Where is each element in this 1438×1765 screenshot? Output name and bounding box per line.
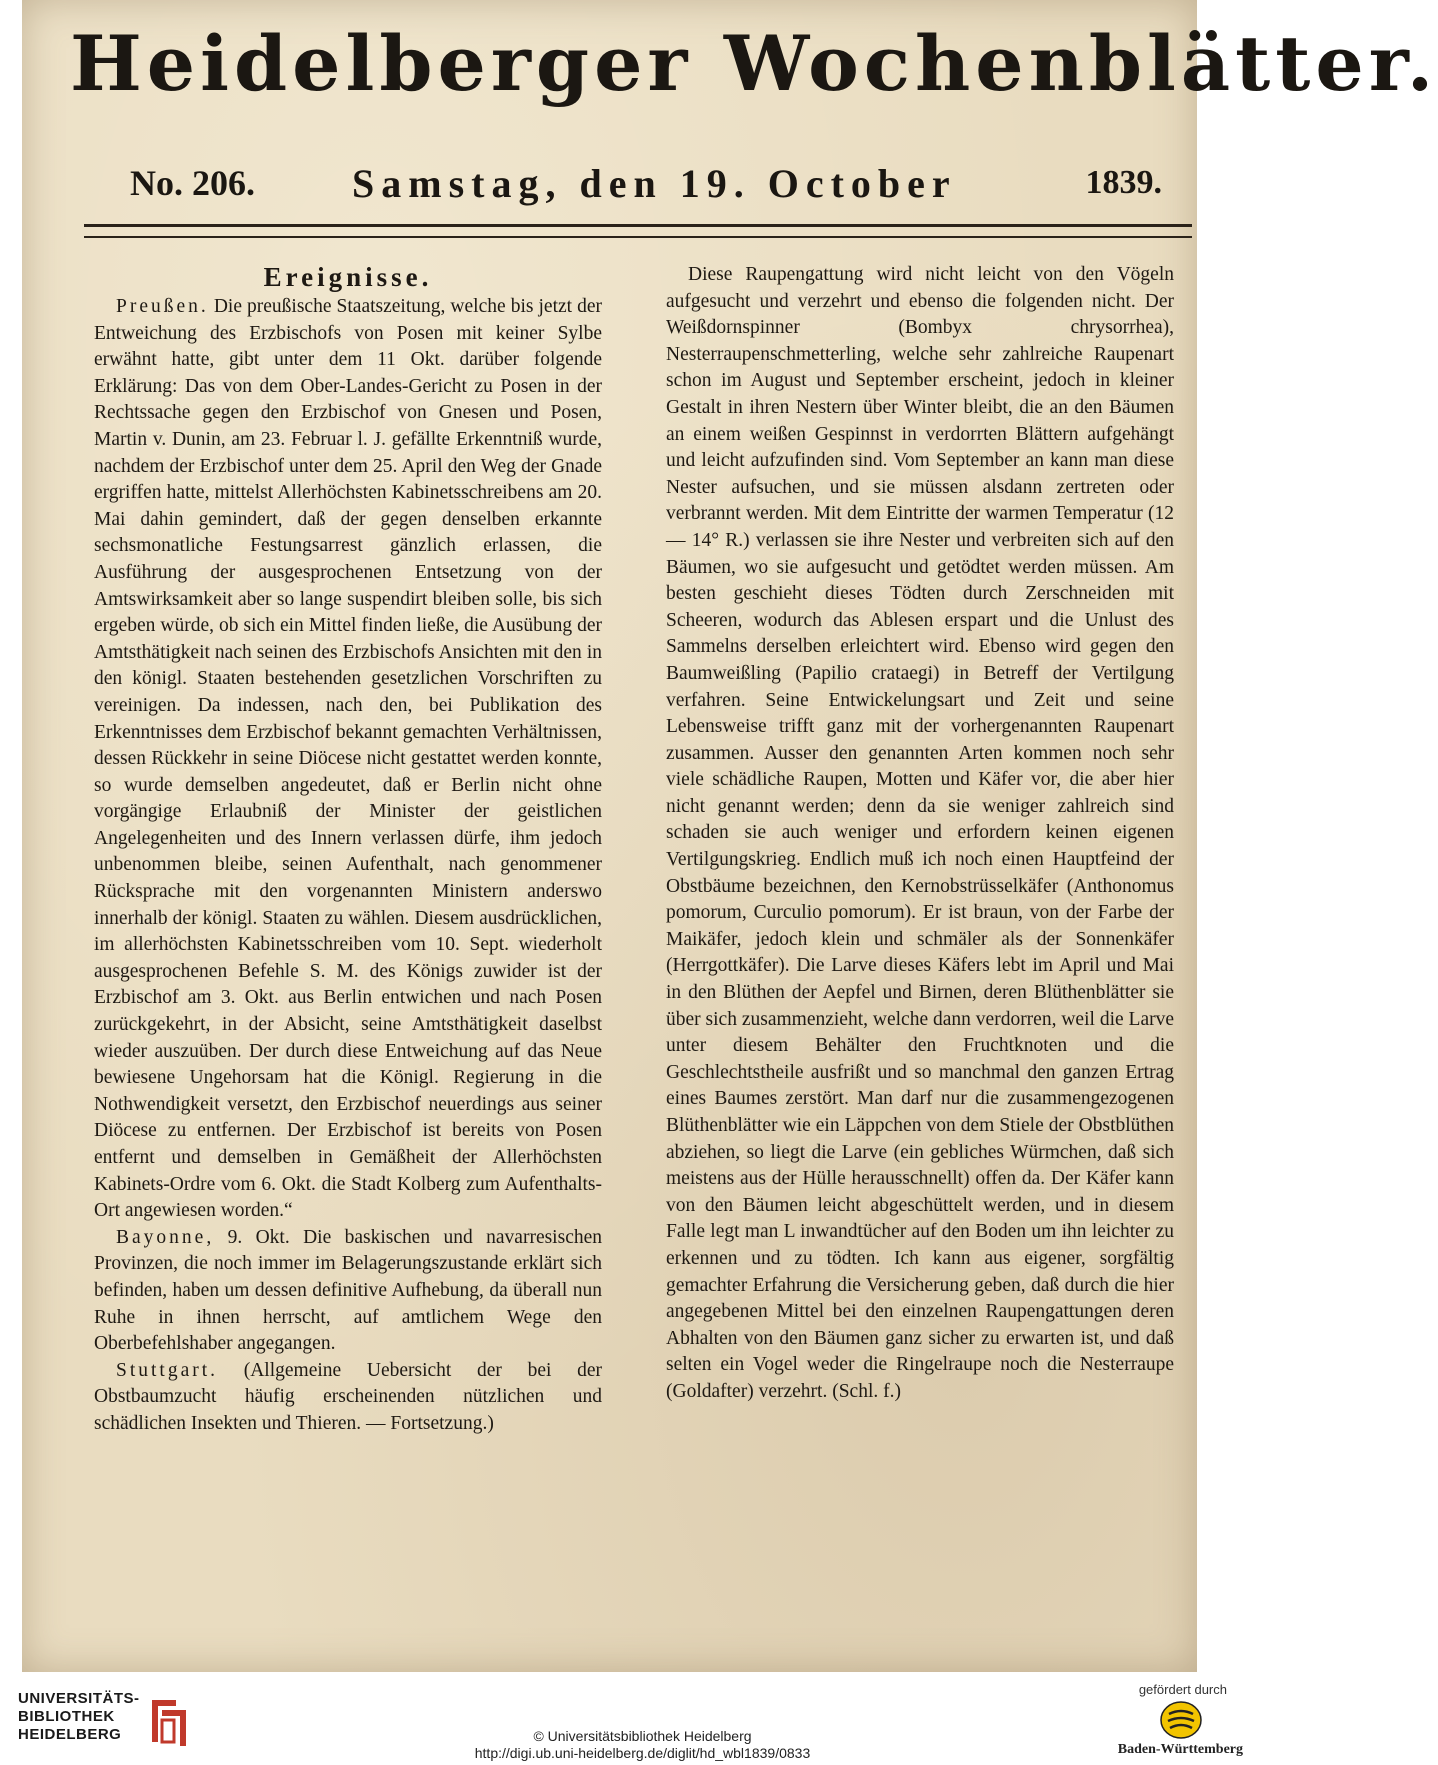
copyright-text: © Universitätsbibliothek Heidelberg	[533, 1728, 752, 1744]
dateline	[102, 160, 1172, 212]
article-paragraph-bayonne	[94, 1225, 602, 1358]
logo-text-line: UNIVERSITÄTS-	[18, 1690, 140, 1707]
masthead-title: Heidelberger Wochenblätter.	[70, 19, 1438, 108]
place-name: Preußen.	[116, 296, 209, 317]
logo-text-line: BIBLIOTHEK	[18, 1708, 115, 1725]
funding-label: gefördert durch	[1138, 1682, 1227, 1697]
article-paragraph-insects: Diese Raupengattung wird nicht leicht von den Vögeln aufgesucht und verzehrt und ebenso die folgenden nicht. Der Weißdornspinner (Bombyx chrysorrhea), Nesterraupenschmetterling, welche sehr zahlreiche Raupenart schon im August und September erscheint, jedoch in kleiner Gestalt in ihren Nestern über Winter bleibt, die an den Bäumen an einem weißen Gespinnst in verdorrten Blättern aufgehängt und leicht aufzufinden sind. Vom September an kann man diese Nester aufsuchen, und sie müssen alsdann zertreten oder verbrannt werden. Mit dem Eintritte der warmen Temperatur (12 — 14° R.) verlassen sie ihre Nester und verbreiten sich auf den Bäumen, wo sie aufgesucht und getödtet werden müssen. Am besten geschieht dieses Tödten durch Zerschneiden mit Scheeren, wodurch das Ablesen erspart und die Unlust des Sammelns derselben erleichtert wird. Ebenso wird gegen den Baumweißling (Papilio crataegi) in Betreff der Vertilgung verfahren. Seine Entwickelungsart und Zeit und seine Lebensweise trifft ganz mit der vorhergenannten Raupenart zusammen. Ausser den genannten Arten kommen noch sehr viele schädliche Raupen, Motten und Käfer vor, die aber hier nicht genannt werden; denn da sie weniger zahlreich sind schaden sie auch weniger und erfordern keinen eigenen Vertilgungskrieg. Endlich muß ich noch einen Hauptfeind der Obstbäume bezeichnen, den Kernobstrüsselkäfer (Anthonomus pomorum, Curculio pomorum). Er ist braun, von der Farbe der Maikäfer, jedoch klein und schmäler als der Sonnenkäfer (Herrgottkäfer). Die Larve dieses Käfers lebt im April und Mai in den Blüthen der Aepfel und Birnen, deren Blüthenblätter sie über sich zusammenzieht, welche dann verdorren, weil die Larve unter diesem Behälter den Fruchtknoten und die Geschlechtstheile ausfrißt und so manchmal den ganzen Ertrag eines Baumes zerstört. Man darf nur die zusammengezogenen Blüthenblätter wie ein Läppchen von dem Stiele der Obstblüthen abziehen, so liegt die Larve (ein gebliches Würmchen, daß sich meistens aus der Hülle herausschnellt) offen da. Der Käfer kann von den Bäumen leicht abgeschüttelt werden, und in diesem Falle legt man L inwandtücher auf den Boden um ihn leichter zu erkennen und zu tödten. Ich kann aus eigener, sorgfältig gemachter Erfahrung die Versicherung geben, daß durch die hier angegebenen Mittel bei den einzelnen Raupengattungen deren Abhalten von den Bäumen ganz sicher zu erwarten ist, und daß selten ein Vogel weder die Ringelraupe noch die Nesterraupe (Goldafter) verzehrt. (Schl. f.)	[666, 264, 1174, 1402]
place-name: Stuttgart.	[116, 1359, 219, 1381]
left-column	[94, 262, 602, 1652]
right-column	[666, 262, 1174, 1652]
article-paragraph-prussia	[94, 294, 602, 1225]
issue-date: Samstag, den 19. October	[352, 161, 957, 206]
issue-year: 1839.	[1085, 164, 1162, 201]
place-name: Bayonne,	[116, 1226, 215, 1248]
copyright-notice	[0, 1728, 1285, 1762]
state-crest-icon	[1159, 1700, 1203, 1740]
newspaper-page	[22, 0, 1438, 1672]
article-paragraph-stuttgart	[94, 1358, 602, 1438]
header-rule	[84, 224, 1192, 238]
article-text: (Allgemeine Uebersicht der bei der Obstbaumzucht häufig erscheinenden nützlichen und schädlichen Insekten und Thieren. — Fortsetzung.)	[94, 1359, 602, 1434]
article-text: Die preußische Staatszeitung, welche bis jetzt der Entweichung des Erzbischofs von Posen mit keiner Sylbe erwähnt hatte, gibt unter dem 11 Okt. darüber folgende Erklärung: Das von dem Ober-Landes-Gericht zu Posen in der Rechtssache gegen den Erzbischof von Gnesen und Posen, Martin v. Dunin, am 23. Februar l. J. gefällte Erkenntniß wurde, nachdem der Erzbischof unter dem 25. April den Weg der Gnade ergriffen hatte, mittelst Allerhöchsten Kabinetsschreibens am 20. Mai dahin gemindert, daß der gegen denselben erkannte sechsmonatliche Festungsarrest gänzlich erlassen, die Ausführung der ausgesprochenen Entsetzung von der Amtswirksamkeit aber so lange suspendirt bleiben solle, bis sich ergeben würde, ob sich ein Mittel finden ließe, die Ausübung der Amtsthätigkeit nach seinen des Erzbischofs Ansichten mit den in den königl. Staaten bestehenden gesetzlichen Vorschriften zu vereinigen. Da indessen, nach den, bei Publikation des Erkenntnisses dem Erzbischof bekannt gemachten Verhältnissen, dessen Rückkehr in seine Diöcese nicht gestattet werden konnte, so wurde demselben angedeutet, daß er Berlin nicht ohne vorgängige Erlaubniß der Minister der geistlichen Angelegenheiten und des Innern verlassen dürfe, ihm jedoch unbenommen bleibe, seinen Aufenthalt, nach genommener Rücksprache mit den vorgenannten Ministern anderswo innerhalb der königl. Staaten zu wählen. Diesem ausdrücklichen, im allerhöchsten Kabinetsschreiben vom 10. Sept. wiederholt ausgesprochenen Befehle S. M. des Königs zuwider ist der Erzbischof am 3. Okt. aus Berlin entwichen und nach Posen zurückgekehrt, in der Absicht, seine Amtsthätigkeit daselbst wieder auszuüben. Der durch diese Entweichung auf das Neue bewiesene Ungehorsam hat die Königl. Regierung in die Nothwendigkeit versetzt, den Erzbischof neuerdings aus seiner Diöcese zu entfernen. Der Erzbischof ist bereits von Posen entfernt und demselben in Gemäßheit der Allerhöchsten Kabinets-Ordre vom 6. Okt. die Stadt Kolberg zum Aufenthalts-Ort angewiesen worden.“	[94, 296, 602, 1222]
footer	[0, 1672, 1285, 1765]
section-heading: Ereignisse.	[263, 262, 433, 292]
permalink[interactable]: http://digi.ub.uni-heidelberg.de/diglit/hd_wbl1839/0833	[474, 1745, 811, 1761]
logo-text-line: HEIDELBERG	[18, 1726, 122, 1743]
funding-state-name: Baden-Württemberg	[1117, 1742, 1243, 1757]
article-text: 9. Okt. Die baskischen und navarresischen Provinzen, die noch immer im Belagerungszustande erklärt sich befinden, haben um dessen definitive Aufhebung, da überall nun Ruhe in ihnen herrscht, auf amtlichem Wege den Oberbefehlshaber angegangen.	[94, 1226, 602, 1355]
issue-number: No. 206.	[130, 163, 255, 203]
